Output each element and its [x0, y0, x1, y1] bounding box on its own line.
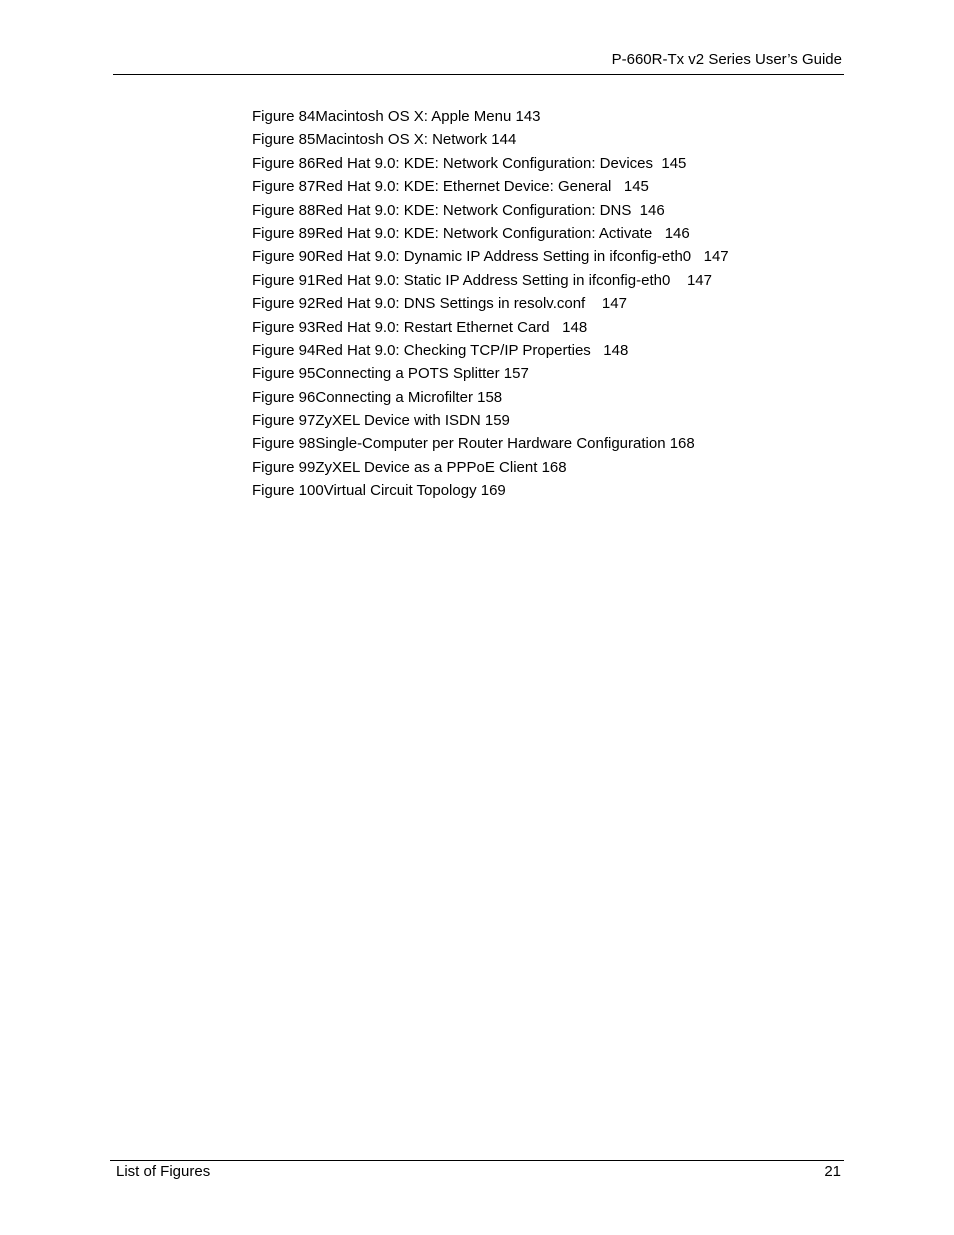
figure-entry: Figure 90Red Hat 9.0: Dynamic IP Address Setting in ifconfig-eth0 147: [252, 248, 729, 266]
figure-list: [252, 105, 729, 503]
footer-section-title: List of Figures: [116, 1163, 211, 1180]
figure-entry: Figure 99ZyXEL Device as a PPPoE Client 168: [252, 458, 567, 476]
figure-entry: Figure 96Connecting a Microfilter 158: [252, 388, 503, 406]
page-number: 21: [824, 1163, 841, 1180]
figure-entry: Figure 87Red Hat 9.0: KDE: Ethernet Device: General 145: [252, 178, 649, 196]
figure-entry: Figure 88Red Hat 9.0: KDE: Network Configuration: DNS 146: [252, 201, 665, 219]
figure-entry: Figure 92Red Hat 9.0: DNS Settings in resolv.conf 147: [252, 295, 627, 313]
document-title: P-660R-Tx v2 Series User’s Guide: [611, 51, 842, 68]
figure-entry: Figure 98Single-Computer per Router Hardware Configuration 168: [252, 435, 695, 453]
figure-entry: Figure 89Red Hat 9.0: KDE: Network Configuration: Activate 146: [252, 224, 690, 242]
figure-entry: Figure 84Macintosh OS X: Apple Menu 143: [252, 108, 541, 125]
figure-entry: Figure 85Macintosh OS X: Network 144: [252, 131, 517, 149]
figure-entry: Figure 93Red Hat 9.0: Restart Ethernet Card 148: [252, 318, 588, 336]
figure-entry: Figure 100Virtual Circuit Topology 169: [252, 482, 506, 500]
page-header: [113, 48, 844, 75]
figure-entry: Figure 91Red Hat 9.0: Static IP Address Setting in ifconfig-eth0 147: [252, 271, 712, 289]
figure-entry: Figure 95Connecting a POTS Splitter 157: [252, 365, 529, 383]
figure-entry: Figure 94Red Hat 9.0: Checking TCP/IP Properties 148: [252, 341, 629, 359]
page-footer: [110, 1160, 844, 1185]
figure-entry: Figure 97ZyXEL Device with ISDN 159: [252, 412, 510, 430]
figure-entry: Figure 86Red Hat 9.0: KDE: Network Configuration: Devices 145: [252, 154, 687, 172]
